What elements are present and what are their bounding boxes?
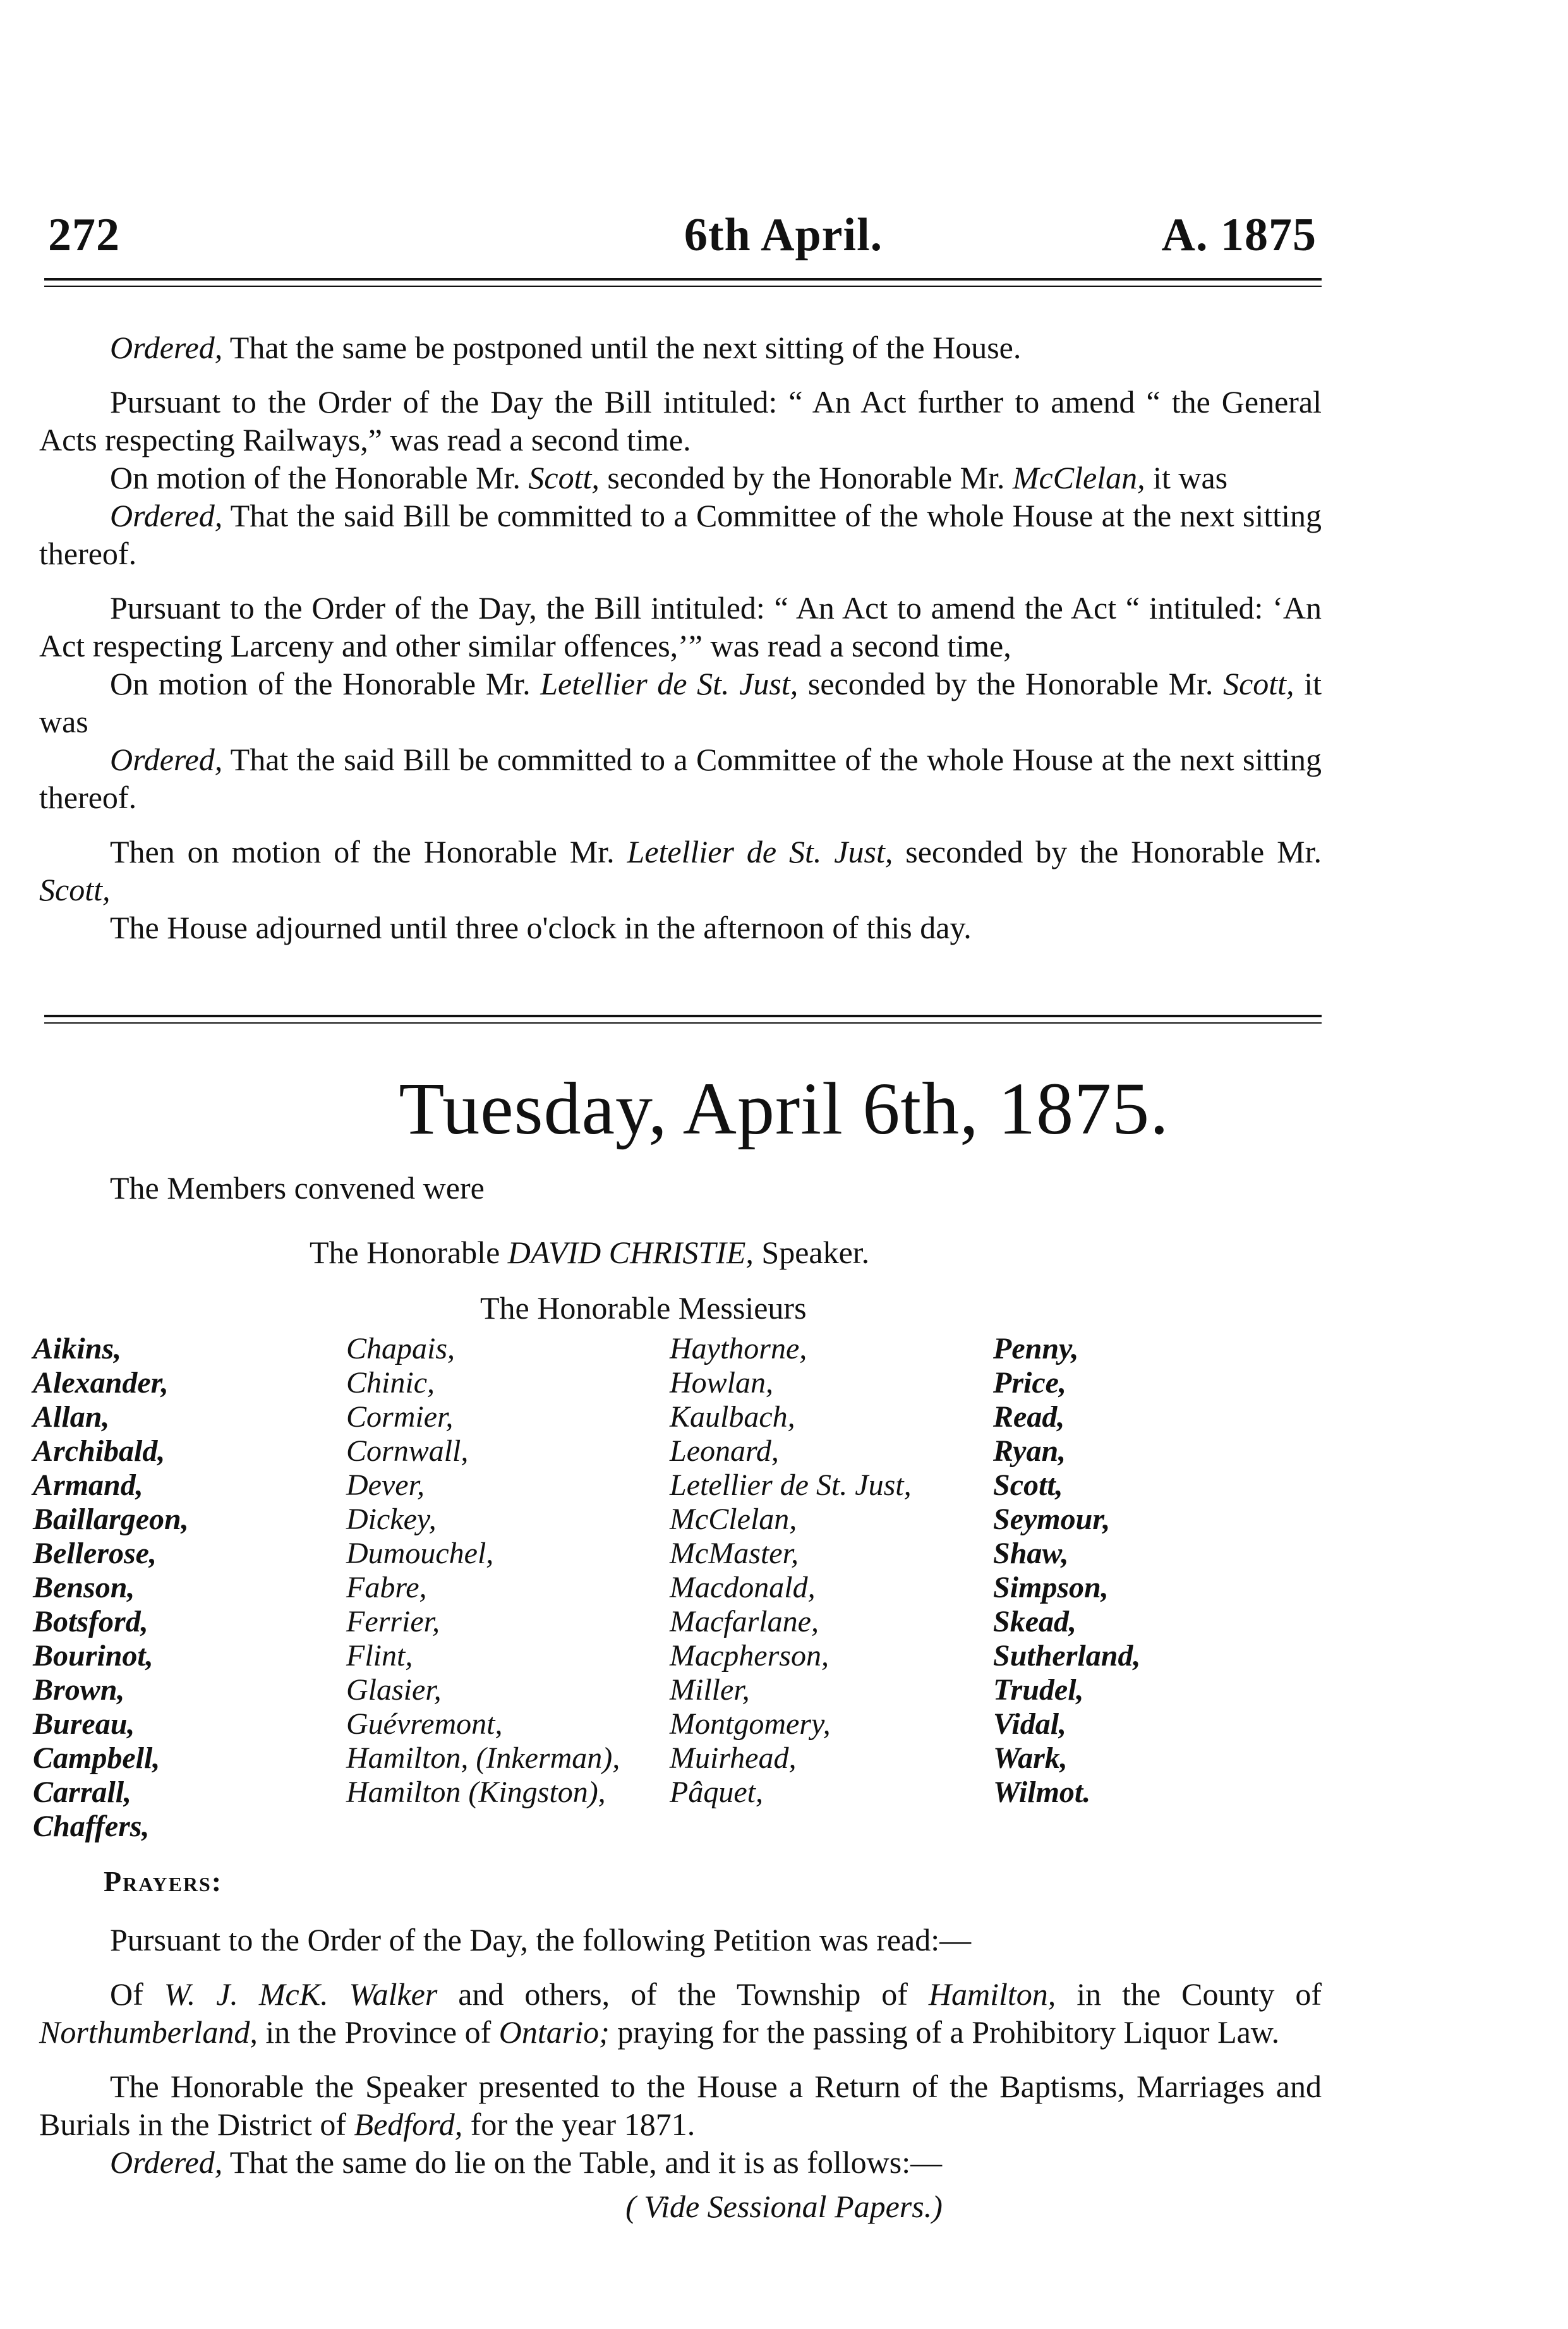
member-name: Botsford, (33, 1605, 148, 1638)
ordered-postponed: Ordered, That the same be postponed until the next sitting of the House. (110, 330, 1022, 365)
running-date: 6th April. (684, 209, 883, 261)
member-name: Hamilton, (Inkerman), (346, 1741, 620, 1775)
larceny-ordered: Ordered, That the said Bill be committed to a Committee of the whole House at the next sitting thereof. (39, 742, 1322, 815)
petition-intro: Pursuant to the Order of the Day, the following Petition was read:— (110, 1922, 972, 1957)
header-rule-top (44, 278, 1322, 281)
speaker-line: The Honorable DAVID CHRISTIE, Speaker. (310, 1235, 870, 1270)
member-name: Seymour, (993, 1503, 1111, 1536)
member-name: Bureau, (33, 1707, 135, 1741)
return-ordered: Ordered, That the same do lie on the Table, and it is as follows:— (110, 2144, 943, 2180)
petition-walker: Of W. J. McK. Walker and others, of the Township of Hamilton, in the County of Northumberland, in the Province of Ontario; praying for the passing of a Prohibitory Liquor Law. (39, 1976, 1322, 2050)
member-name: Macpherson, (670, 1639, 829, 1673)
member-name: Benson, (33, 1571, 135, 1604)
member-name: Cornwall, (346, 1434, 469, 1468)
member-name: Shaw, (993, 1537, 1069, 1570)
member-name: Allan, (33, 1400, 110, 1434)
member-name: Macfarlane, (670, 1605, 819, 1638)
section-rule-top (44, 1015, 1322, 1017)
member-name: Wilmot. (993, 1775, 1091, 1809)
members-column-4 (993, 1332, 1140, 1810)
member-name: Dever, (346, 1468, 425, 1502)
section-rule-bottom (44, 1022, 1322, 1024)
member-name: Miller, (670, 1673, 750, 1707)
member-name: Simpson, (993, 1571, 1109, 1604)
member-name: Macdonald, (670, 1571, 816, 1604)
member-name: Alexander, (33, 1366, 169, 1400)
railways-ordered: Ordered, That the said Bill be committed to a Committee of the whole House at the next sitting thereof. (39, 498, 1322, 571)
members-column-2 (346, 1332, 620, 1810)
member-name: Penny, (993, 1332, 1079, 1365)
running-year: A. 1875 (1161, 209, 1317, 261)
adjourn-motion: Then on motion of the Honorable Mr. Letellier de St. Just, seconded by the Honorable Mr. Scott, (39, 834, 1322, 907)
member-name: Chapais, (346, 1332, 455, 1365)
member-name: McMaster, (670, 1537, 799, 1570)
member-name: Price, (993, 1366, 1066, 1400)
member-name: Ferrier, (346, 1605, 440, 1638)
member-name: Dumouchel, (346, 1537, 494, 1570)
member-name: Dickey, (346, 1503, 437, 1536)
member-name: Letellier de St. Just, (670, 1468, 912, 1502)
larceny-bill-reading: Pursuant to the Order of the Day, the Bill intituled: “ An Act to amend the Act “ intituled: ‘An Act respecting Larceny and other similar offences,’” was read a second time, (39, 590, 1322, 663)
header-rule-bottom (44, 286, 1322, 287)
speaker-return: The Honorable the Speaker presented to the House a Return of the Baptisms, Marriages and Burials in the District of Bedford, for the year 1871. (39, 2069, 1322, 2142)
member-name: Archibald, (33, 1434, 166, 1468)
member-name: Wark, (993, 1741, 1068, 1775)
page-number: 272 (48, 209, 120, 261)
member-name: Skead, (993, 1605, 1076, 1638)
member-name: Haythorne, (670, 1332, 807, 1365)
member-name: Bourinot, (33, 1639, 154, 1673)
railways-motion: On motion of the Honorable Mr. Scott, seconded by the Honorable Mr. McClelan, it was (110, 460, 1228, 495)
member-name: Carrall, (33, 1775, 132, 1809)
member-name: Cormier, (346, 1400, 454, 1434)
member-name: Sutherland, (993, 1639, 1141, 1673)
member-name: Chinic, (346, 1366, 435, 1400)
member-name: Howlan, (670, 1366, 774, 1400)
member-name: Guévremont, (346, 1707, 503, 1741)
member-name: Aikins, (33, 1332, 122, 1365)
member-name: Campbell, (33, 1741, 160, 1775)
members-column-1 (33, 1332, 189, 1844)
member-name: Kaulbach, (670, 1400, 795, 1434)
member-name: Bellerose, (33, 1537, 157, 1570)
members-intro: The Members convened were (110, 1170, 485, 1206)
larceny-motion: On motion of the Honorable Mr. Letellier de St. Just, seconded by the Honorable Mr. Scott, it was (39, 666, 1322, 739)
business-section (39, 1921, 1322, 2181)
member-name: Flint, (346, 1639, 413, 1673)
member-name: Muirhead, (670, 1741, 797, 1775)
prayers-label: Prayers: (104, 1865, 223, 1897)
member-name: Ryan, (993, 1434, 1066, 1468)
member-name: Chaffers, (33, 1810, 150, 1843)
sitting-date-heading: Tuesday, April 6th, 1875. (399, 1067, 1169, 1150)
member-name: Trudel, (993, 1673, 1084, 1707)
railways-bill-reading: Pursuant to the Order of the Day the Bill intituled: “ An Act further to amend “ the General Acts respecting Railways,” was read a second time. (39, 384, 1322, 457)
member-name: Fabre, (346, 1571, 427, 1604)
member-name: McClelan, (670, 1503, 797, 1536)
member-name: Armand, (33, 1468, 143, 1502)
messieurs-heading: The Honorable Messieurs (480, 1290, 807, 1326)
house-adjourned: The House adjourned until three o'clock in the afternoon of this day. (110, 910, 972, 945)
member-name: Glasier, (346, 1673, 442, 1707)
member-name: Montgomery, (670, 1707, 831, 1741)
member-name: Scott, (993, 1468, 1063, 1502)
member-name: Read, (993, 1400, 1065, 1434)
member-name: Hamilton (Kingston), (346, 1775, 606, 1809)
member-name: Leonard, (670, 1434, 779, 1468)
members-column-3 (670, 1332, 912, 1810)
vide-sessional-papers: ( Vide Sessional Papers.) (625, 2189, 943, 2224)
member-name: Pâquet, (670, 1775, 763, 1809)
member-name: Brown, (33, 1673, 125, 1707)
proceedings-section (39, 329, 1322, 947)
member-name: Vidal, (993, 1707, 1067, 1741)
member-name: Baillargeon, (33, 1503, 189, 1536)
